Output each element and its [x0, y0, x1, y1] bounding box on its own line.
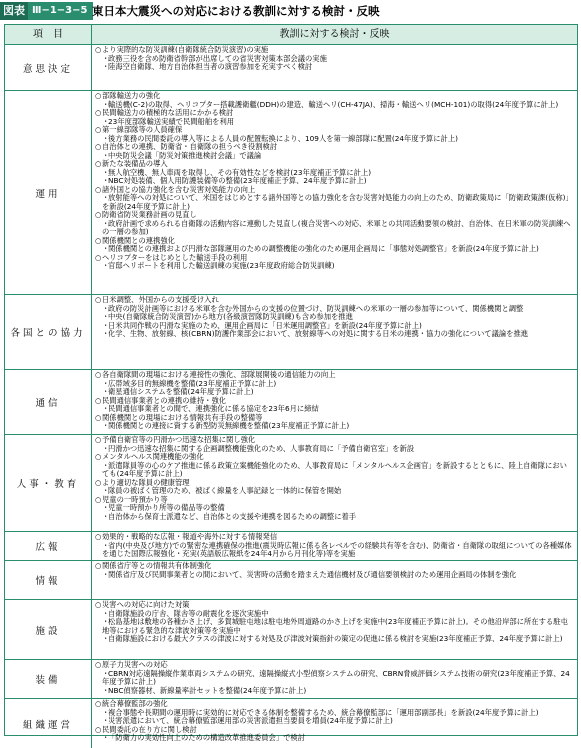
- item-text: 派遣隊員等の心のケア推進に係る政策立案機能強化のため、人事教育局に「メンタルヘルス企画官」を新設するとともに、陸上自衛隊においても(24年度予算に計上): [102, 460, 567, 478]
- detail-item: [95, 542, 573, 559]
- row-category-label: 各国との協力: [5, 295, 92, 369]
- item-text: 日米共同作戦の円滑な実施のため、運用企画局に「日米運用調整官」を新設(24年度予算に計上): [108, 320, 422, 330]
- dot-bullet-icon: ・: [102, 486, 110, 495]
- item-text: 官邸ヘリポートを利用した輸送訓練の実施(23年度政府総合防災訓練): [108, 261, 335, 270]
- item-text: 広帯域多目的無線機を整備(23年度補正予算に計上): [108, 378, 277, 388]
- item-text: 政府計画で求められる自衛隊の活動内容に連動した見直し(複合災害への対応、米軍との共同活動要領の検討、自治体、在日米軍の防災訓練への一層の参加): [102, 218, 571, 236]
- item-text: 関係機関との現場における情報共有手段の整備等: [102, 412, 263, 422]
- item-text: 統合幕僚監部の強化: [102, 699, 168, 708]
- circle-bullet-icon: ○: [95, 252, 102, 262]
- table-header: [5, 25, 577, 45]
- detail-item: [95, 330, 573, 339]
- item-text: 民間輸送力の積極的な活用にかかる検討: [102, 108, 234, 117]
- item-text: 児童の一時預かり等: [102, 494, 168, 504]
- detail-item: [95, 687, 573, 696]
- dot-bullet-icon: ・: [102, 716, 110, 725]
- dot-bullet-icon: ・: [102, 261, 110, 270]
- circle-bullet-icon: ○: [95, 108, 102, 117]
- item-text: 日米調整、外国からの支援受け入れ: [102, 295, 219, 304]
- table-row: [5, 532, 577, 561]
- table-row: [5, 295, 577, 370]
- figure-label: 図表: [0, 2, 28, 20]
- dot-bullet-icon: ・: [102, 378, 110, 388]
- dot-bullet-icon: ・: [102, 312, 110, 321]
- dot-bullet-icon: ・: [102, 99, 110, 109]
- circle-bullet-icon: ○: [95, 477, 102, 487]
- item-text: 松島基地は敷地の各種かさ上げ、多賀城駐屯地は駐屯地外周道路のかさ上げを実施中(23年度補正予算に計上)。その他沿岸部に所在する駐屯地等における緊急的な津波対策等を実施中: [102, 617, 568, 635]
- item-text: 自治体との連携、防衛省・自衛隊の担うべき役割検討: [102, 142, 278, 151]
- item-text: 後方業務の民間委託の導入等による人員の配置転換により、109人を第一線部隊に配置(24年度予算に計上): [108, 133, 458, 143]
- row-content: [92, 295, 577, 369]
- row-category-label: 人事・教育: [5, 435, 92, 531]
- circle-bullet-icon: ○: [95, 159, 102, 168]
- row-content: [92, 561, 577, 599]
- circle-bullet-icon: ○: [95, 395, 102, 405]
- dot-bullet-icon: ・: [102, 421, 110, 430]
- figure-number: Ⅲ−1−3−5: [28, 2, 93, 20]
- circle-bullet-icon: ○: [95, 435, 102, 444]
- circle-bullet-icon: ○: [95, 91, 102, 100]
- dot-bullet-icon: ・: [102, 685, 110, 695]
- table-row: [5, 561, 577, 600]
- dot-bullet-icon: ・: [102, 617, 110, 626]
- circle-bullet-icon: ○: [95, 210, 102, 219]
- item-text: 予備自衛官等の円滑かつ迅速な招集に関し強化: [102, 435, 256, 444]
- row-content: [92, 699, 577, 748]
- circle-bullet-icon: ○: [95, 235, 102, 245]
- detail-item: [95, 635, 573, 644]
- item-text: 各自衛隊間の現場における連接性の強化、部隊展開後の通信能力の向上: [102, 370, 336, 379]
- figure-header: [0, 0, 581, 22]
- dot-bullet-icon: ・: [102, 167, 110, 177]
- table-row: [5, 370, 577, 435]
- item-text: 民間通信事業者との間で、連携強化に係る協定を23年6月に締結: [108, 404, 319, 413]
- table-row: [5, 699, 577, 748]
- dot-bullet-icon: ・: [102, 320, 110, 330]
- row-category-label: 意思決定: [5, 45, 92, 90]
- item-text: 化学、生物、放射線、核(CBRN)防護作業部会において、放射線等への対処に関する日米の連携・協力の強化について議論を推進: [108, 329, 529, 338]
- circle-bullet-icon: ○: [95, 125, 102, 134]
- row-category-label: 装備: [5, 660, 92, 698]
- table-row: [5, 435, 577, 532]
- item-text: 諸外国との協力強化を含む災害対処能力の向上: [102, 184, 256, 194]
- item-text: CBRN対応遠隔操縦作業車両システムの研究、遠隔操縦式小型偵察システムの研究、CBRN脅威評価システム技術の研究(23年度補正予算、24年度予算に計上): [102, 668, 570, 686]
- detail-item: [95, 462, 573, 479]
- item-text: 災害への対応に向けた対策: [102, 600, 190, 609]
- table-row: [5, 45, 577, 91]
- dot-bullet-icon: ・: [102, 460, 110, 470]
- dot-bullet-icon: ・: [102, 569, 110, 579]
- item-text: 輸送機(C-2)の取得、ヘリコプター搭載護衛艦(DDH)の建造、輸送ヘリ(CH-47JA)、掃海・輸送ヘリ(MCH-101)の取得(24年度予算に計上): [108, 99, 559, 109]
- row-category-label: 通信: [5, 370, 92, 434]
- detail-item: [95, 220, 573, 237]
- item-text: 自衛隊施設における最大クラスの津波に対する対処及び津波対策指針の策定の促進に係る検討を実施(23年度補正予算、24年度予算に計上): [108, 634, 563, 643]
- item-text: 省内(中央及び地方)での緊密な連携確保の推進(震災時広報に係る各レベルでの経験共有等を含む)、防衛省・自衛隊の取組についての各種媒体を通じた国際広報強化・充実(英語版広報紙を24年4月から月刊化等)等を実施: [102, 540, 572, 558]
- item-text: 放射能等への対処について、米国をはじめとする諸外国等との協力強化を含む災害対処能力の向上のため、防衛政策局に「防衛政策課(仮称)」を新設(24年度予算に計上): [102, 193, 573, 211]
- dot-bullet-icon: ・: [102, 53, 110, 63]
- circle-bullet-icon: ○: [95, 532, 102, 541]
- circle-bullet-icon: ○: [95, 45, 102, 54]
- circle-bullet-icon: ○: [95, 494, 102, 504]
- row-content: [92, 532, 577, 560]
- detail-item: [95, 670, 573, 687]
- item-text: より実際的な防災訓練(自衛隊統合防災演習)の実施: [102, 45, 269, 54]
- item-text: 民間委託の在り方に関し検討: [102, 724, 197, 734]
- detail-item: [95, 513, 573, 522]
- detail-item: [95, 618, 573, 635]
- dot-bullet-icon: ・: [102, 540, 110, 550]
- figure-tag: [0, 2, 93, 20]
- dot-bullet-icon: ・: [102, 707, 110, 717]
- detail-item: [95, 571, 573, 580]
- dot-bullet-icon: ・: [102, 244, 110, 253]
- dot-bullet-icon: ・: [102, 193, 110, 202]
- detail-item: [95, 194, 573, 211]
- dot-bullet-icon: ・: [102, 443, 110, 453]
- circle-bullet-icon: ○: [95, 452, 102, 461]
- item-text: 自衛隊施設の庁舎、隊舎等の耐震化を逐次実施中: [108, 608, 269, 618]
- item-text: 複合事態や長期間の運用時に実効的に対応できる体制を整備するため、統合幕僚監部に「運用部副部長」を新設(24年度予算に計上): [108, 707, 539, 717]
- dot-bullet-icon: ・: [102, 303, 110, 313]
- item-text: NBC偵察器材、新線量率計セットを整備(24年度予算に計上): [108, 685, 307, 695]
- item-text: 無人航空機、無人車両を取得し、その有効性などを検討(23年度補正予算に計上): [108, 167, 372, 177]
- circle-bullet-icon: ○: [95, 184, 102, 194]
- item-text: 政務三役を含め防衛省幹部が出席しての省災害対策本部会議の実施: [108, 53, 327, 63]
- dot-bullet-icon: ・: [102, 404, 110, 413]
- dot-bullet-icon: ・: [102, 150, 110, 160]
- row-content: [92, 370, 577, 434]
- dot-bullet-icon: ・: [102, 176, 110, 185]
- detail-item: [95, 262, 573, 271]
- item-text: 関係省庁及び民間事業者との間において、災害時の活動を踏まえた通信機材及び通信要領検討のため運用企画局の体制を強化: [108, 569, 517, 579]
- circle-bullet-icon: ○: [95, 660, 102, 669]
- column-header-review: 教訓に対する検討・反映: [279, 29, 390, 40]
- table-row: [5, 660, 577, 699]
- item-text: 災害派遣において、統合幕僚監部運用部の災害派遣担当要員を増員(24年度予算に計上): [108, 716, 393, 725]
- row-content: [92, 45, 577, 90]
- item-text: 陸海空自衛隊、地方自治体担当者の演習参加を充実すべく検討: [108, 62, 313, 71]
- item-text: 防衛省防災業務計画の見直し: [102, 210, 197, 219]
- dot-bullet-icon: ・: [102, 608, 110, 618]
- item-text: 中央(自衛隊統合防災演習)から地方(各級演習隊防災訓練)も含め参加を推進: [108, 312, 353, 321]
- dot-bullet-icon: ・: [102, 133, 110, 143]
- dot-bullet-icon: ・: [102, 62, 110, 71]
- circle-bullet-icon: ○: [95, 142, 102, 151]
- item-text: 衛星通信システムを整備(24年度予算に計上): [108, 387, 254, 396]
- row-content: [92, 435, 577, 531]
- dot-bullet-icon: ・: [102, 218, 110, 228]
- row-category-label: 施設: [5, 600, 92, 659]
- row-category-label: 運用: [5, 91, 92, 294]
- item-text: 関係機関との連接に資する新型防災無線機を整備(23年度補正予算に計上): [108, 421, 350, 430]
- item-text: 関係省庁等との情報共有体制強化: [102, 561, 212, 570]
- item-text: 自治体から保育士派遣など、自治体との支援や連携を図るための調整に着手: [108, 511, 357, 521]
- row-category-label: 情報: [5, 561, 92, 599]
- dot-bullet-icon: ・: [102, 634, 110, 643]
- circle-bullet-icon: ○: [95, 600, 102, 609]
- item-text: 「防衛力の実効性向上のための構造改革推進委員会」で検討: [108, 733, 306, 742]
- row-content: [92, 91, 577, 294]
- row-content: [92, 660, 577, 698]
- item-text: 政府の防災計画等における米軍を含む外国からの支援の位置づけ、防災訓練への米軍の一層の参加等について、関係機関と調整: [108, 303, 524, 313]
- item-text: 23年度部隊輸送実績で民間船舶を利用: [108, 116, 235, 126]
- item-text: 円滑かつ迅速な招集に関する企画調整機能強化のため、人事教育局に「予備自衛官室」を新設: [108, 443, 415, 453]
- dot-bullet-icon: ・: [102, 116, 110, 126]
- item-text: メンタルヘルス関連機能の強化: [102, 452, 204, 461]
- circle-bullet-icon: ○: [95, 412, 102, 422]
- dot-bullet-icon: ・: [102, 387, 110, 396]
- item-text: NBC対処装備、個人用防護装備等の整備(23年度補正予算、24年度予算に計上): [108, 176, 367, 185]
- table-row: [5, 600, 577, 660]
- dot-bullet-icon: ・: [102, 503, 110, 512]
- item-text: 第一線部隊等の人員確保: [102, 125, 183, 134]
- table-row: [5, 91, 577, 295]
- item-text: 新たな装備品の導入: [102, 159, 168, 168]
- circle-bullet-icon: ○: [95, 295, 102, 304]
- item-text: 原子力災害への対応: [102, 660, 168, 669]
- row-category-label: 組織運営: [5, 699, 92, 748]
- item-text: 関係機関との連携および円滑な部隊運用のための調整機能の強化のため運用企画局に「事態対処調整官」を新設(24年度予算に計上): [108, 244, 539, 253]
- lessons-table: [4, 24, 578, 742]
- detail-item: [95, 63, 573, 72]
- circle-bullet-icon: ○: [95, 724, 102, 734]
- item-text: 隊員の被ばく管理のため、被ばく線量を人事記録と一体的に保管を開始: [108, 486, 342, 495]
- item-text: 効果的・戦略的な広報・報道や海外に対する情報発信: [102, 532, 278, 541]
- circle-bullet-icon: ○: [95, 699, 102, 708]
- item-text: 児童一時預かり所等の備品等の整備: [108, 503, 225, 512]
- item-text: ヘリコプターをはじめとした輸送手段の利用: [102, 252, 248, 262]
- detail-item: [95, 734, 573, 743]
- item-text: 部隊輸送力の強化: [102, 91, 161, 100]
- item-text: 中央防災会議「防災対策推進検討会議」で議論: [108, 150, 262, 160]
- row-content: [92, 600, 577, 659]
- detail-item: [95, 422, 573, 431]
- item-text: 関係機関との連携強化: [102, 235, 175, 245]
- dot-bullet-icon: ・: [102, 511, 110, 521]
- circle-bullet-icon: ○: [95, 561, 102, 570]
- item-text: 民間通信事業者との連携の維持・強化: [102, 395, 227, 405]
- dot-bullet-icon: ・: [102, 733, 110, 742]
- row-category-label: 広報: [5, 532, 92, 560]
- dot-bullet-icon: ・: [102, 329, 110, 338]
- circle-bullet-icon: ○: [95, 370, 102, 379]
- column-header-item: 項 目: [5, 25, 92, 44]
- item-text: より適切な隊員の健康管理: [102, 477, 190, 487]
- figure-title: 東日本大震災への対応における教訓に対する検討・反映: [92, 4, 380, 18]
- dot-bullet-icon: ・: [102, 668, 110, 678]
